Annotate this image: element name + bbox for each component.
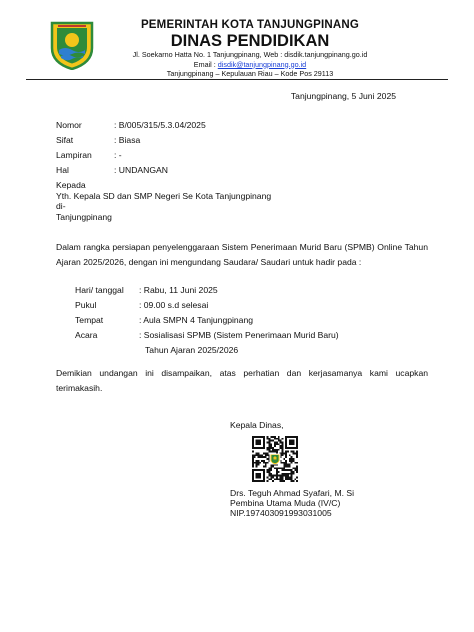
recipient-block	[56, 180, 271, 222]
detail-value: : Aula SMPN 4 Tanjungpinang	[139, 315, 254, 325]
letterhead-divider	[26, 79, 448, 80]
meta-label: Hal	[56, 165, 69, 175]
signer-name: Drs. Teguh Ahmad Syafari, M. Si	[230, 488, 355, 498]
detail-row	[75, 298, 339, 313]
recipient-intro: Kepada	[56, 180, 86, 190]
detail-continuation: Tahun Ajaran 2025/2026	[145, 345, 239, 355]
detail-value: : Rabu, 11 Juni 2025	[139, 285, 218, 295]
letter-meta	[56, 118, 206, 178]
department-name: DINAS PENDIDIKAN	[170, 32, 330, 50]
government-name: PEMERINTAH KOTA TANJUNGPINANG	[140, 19, 360, 31]
detail-value: : Sosialisasi SPMB (Sistem Penerimaan Murid Baru)	[139, 330, 339, 340]
qr-center-emblem	[271, 455, 279, 464]
letter-date: Tanjungpinang, 5 Juni 2025	[290, 91, 396, 101]
signer-block	[230, 488, 354, 518]
signature-title: Kepala Dinas,	[230, 420, 284, 430]
meta-label: Lampiran	[56, 150, 92, 160]
city-emblem-icon	[48, 20, 96, 70]
meta-row	[56, 133, 206, 148]
detail-value: : 09.00 s.d selesai	[139, 300, 209, 310]
recipient-line: Tanjungpinang	[56, 211, 112, 222]
recipient-line: Yth. Kepala SD dan SMP Negeri Se Kota Tanjungpinang	[56, 190, 272, 201]
detail-row	[75, 328, 339, 343]
signer-nip: NIP.197403091993031005	[230, 508, 332, 518]
meta-label: Nomor	[56, 120, 82, 130]
meta-row	[56, 148, 206, 163]
meta-label: Sifat	[56, 135, 74, 145]
body-paragraph: Dalam rangka persiapan penyelenggaraan Sistem Penerimaan Murid Baru (SPMB) Online Tahun Ajaran 2025/2026, dengan ini mengundang Saudara/ Saudari untuk hadir pada :	[56, 242, 428, 267]
meta-value: : B/005/315/5.3.04/2025	[114, 120, 206, 130]
email-label: Email :	[193, 59, 218, 69]
event-details	[75, 283, 339, 358]
recipient-line: di-	[56, 201, 66, 211]
detail-row	[75, 313, 339, 328]
detail-label: Pukul	[75, 300, 97, 310]
qr-code-icon	[252, 436, 298, 482]
letterhead	[100, 18, 400, 79]
detail-label: Acara	[75, 330, 98, 340]
closing-paragraph: Demikian undangan ini disampaikan, atas perhatian dan kerjasamanya kami ucapkan terimakasih.	[56, 368, 428, 393]
signer-rank: Pembina Utama Muda (IV/C)	[230, 498, 341, 508]
email-line	[100, 60, 400, 70]
detail-label: Tempat	[75, 315, 104, 325]
address-line: Jl. Soekarno Hatta No. 1 Tanjungpinang, Web : disdik.tanjungpinang.go.id	[132, 50, 368, 59]
detail-label: Hari/ tanggal	[75, 285, 124, 295]
meta-value: : UNDANGAN	[114, 165, 168, 175]
email-link[interactable]: disdik@tanjungpinang.go.id	[217, 59, 307, 69]
meta-row	[56, 118, 206, 133]
meta-value: : -	[114, 150, 122, 160]
location-line: Tanjungpinang – Kepulauan Riau – Kode Pos 29113	[166, 69, 334, 78]
meta-row	[56, 163, 206, 178]
detail-row	[75, 283, 339, 298]
meta-value: : Biasa	[114, 135, 141, 145]
